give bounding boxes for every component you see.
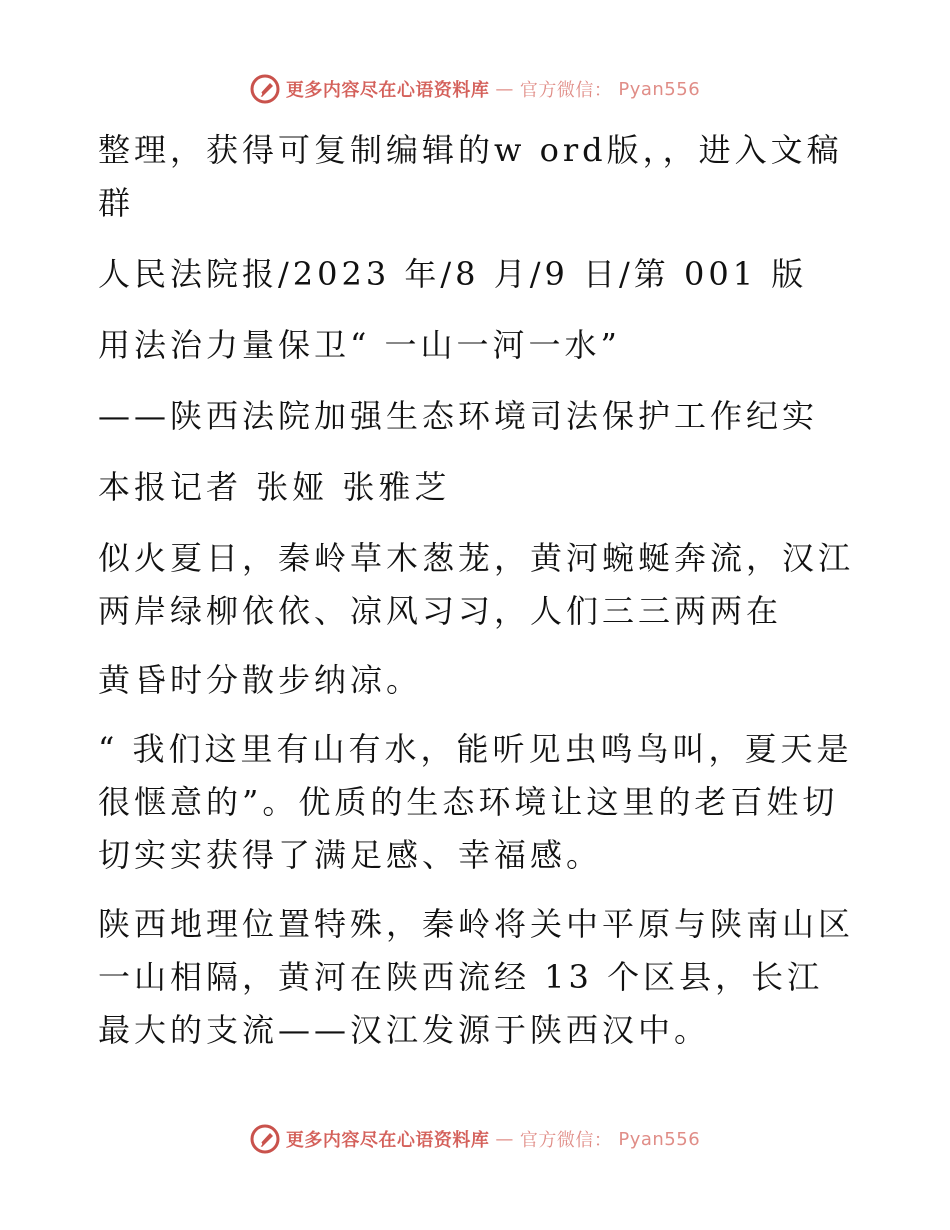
watermark-wechat-label: 官方微信： [519, 80, 613, 101]
pen-logo-icon [250, 1124, 280, 1154]
watermark-dash: — [495, 1128, 514, 1150]
body-paragraph: 黄昏时分散步纳凉。 [98, 661, 423, 699]
body-paragraph: “ 我们这里有山有水，能听见虫鸣鸟叫，夏天是很惬意的”。优质的生态环境让这里的老百姓切切实实获得了满足感、幸福感。 [98, 730, 853, 874]
watermark-brand-text: 更多内容尽在心语资料库 [285, 1130, 490, 1151]
article-title: 用法治力量保卫“ 一山一河一水” [98, 326, 621, 364]
watermark-wechat-id: Pyan556 [618, 1128, 701, 1150]
watermark-dash: — [495, 78, 514, 100]
footer-watermark-banner [0, 1124, 950, 1154]
pen-logo-icon [250, 74, 280, 104]
body-paragraph: 似火夏日，秦岭草木葱茏，黄河蜿蜒奔流，汉江两岸绿柳依依、凉风习习，人们三三两两在 [98, 539, 855, 630]
document-body [98, 124, 858, 1057]
body-paragraph: 陕西地理位置特殊，秦岭将关中平原与陕南山区一山相隔，黄河在陕西流经 13 个区县，长江最大的支流——汉江发源于陕西汉中。 [98, 905, 855, 1049]
article-subtitle: ——陕西法院加强生态环境司法保护工作纪实 [98, 397, 819, 435]
watermark-wechat-id: Pyan556 [618, 78, 701, 100]
header-watermark-banner [0, 74, 950, 104]
intro-note-paragraph: 整理，获得可复制编辑的w ord版，，进入文稿群 [98, 131, 843, 222]
source-line: 人民法院报/2023 年/8 月/9 日/第 001 版 [98, 255, 808, 293]
byline: 本报记者 张娅 张雅芝 [98, 468, 451, 506]
watermark-brand-text: 更多内容尽在心语资料库 [285, 80, 490, 101]
watermark-wechat-label: 官方微信： [519, 1130, 613, 1151]
